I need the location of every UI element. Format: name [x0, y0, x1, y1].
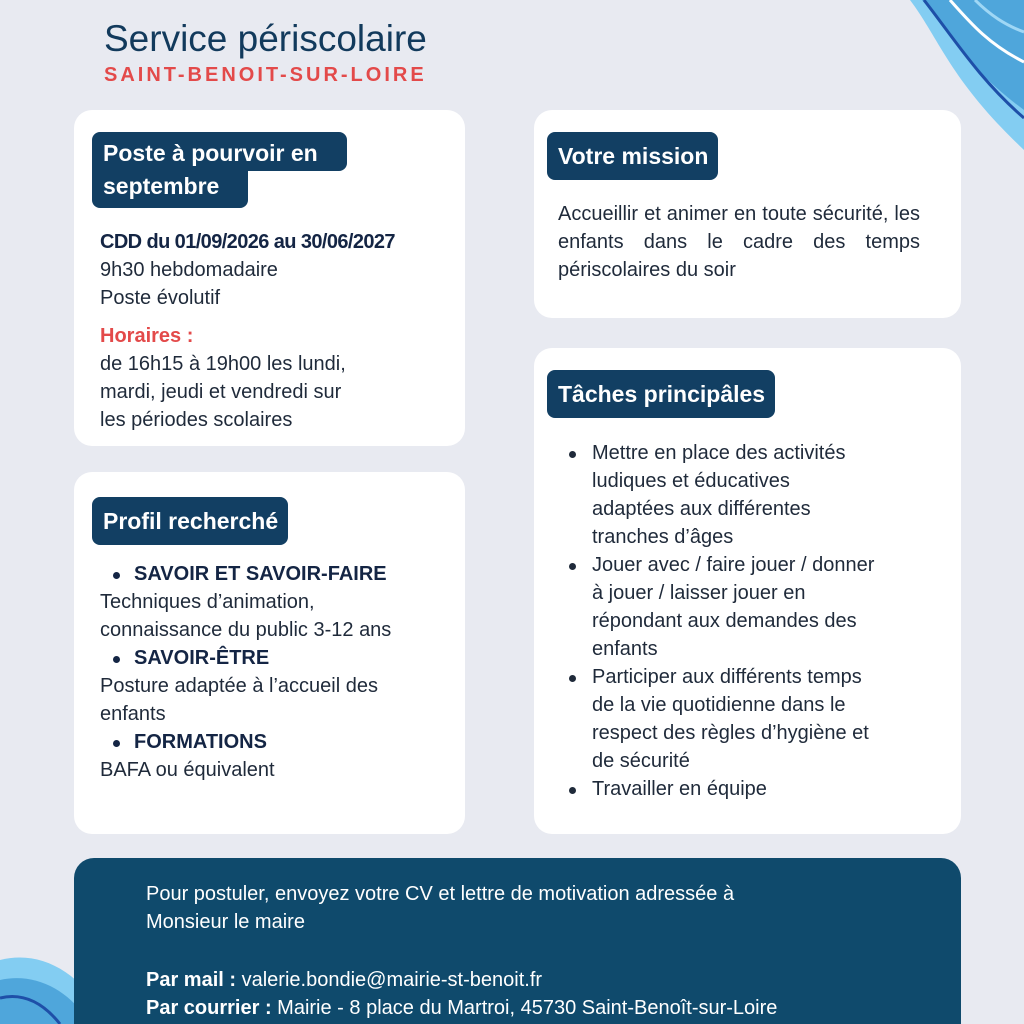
profil-line: enfants: [100, 703, 166, 725]
apply-footer: [74, 858, 961, 1024]
taches-card: [534, 348, 961, 834]
weekly-hours: 9h30 hebdomadaire: [100, 259, 278, 281]
poste-card: [74, 110, 465, 446]
apply-instruction-line2: Monsieur le maire: [146, 911, 305, 933]
schedule-line: de 16h15 à 19h00 les lundi,: [100, 353, 346, 375]
list-item: [566, 551, 956, 663]
task-line: enfants: [592, 638, 658, 660]
schedule-label: Horaires :: [100, 325, 194, 347]
profil-heading-savoir-etre: SAVOIR-ÊTRE: [100, 644, 465, 672]
task-line: respect des règles d’hygiène et: [592, 722, 869, 744]
task-line: de sécurité: [592, 750, 690, 772]
task-line: à jouer / laisser jouer en: [592, 582, 806, 604]
poste-tag-line2: septembre: [92, 171, 248, 208]
contract-dates: CDD du 01/09/2026 au 30/06/2027: [100, 231, 395, 253]
list-item: [566, 439, 956, 551]
task-line: adaptées aux différentes: [592, 498, 811, 520]
list-item: [566, 663, 956, 775]
page-subtitle-town: SAINT-BENOIT-SUR-LOIRE: [104, 64, 427, 86]
profil-card: [74, 472, 465, 834]
apply-by-post: [146, 994, 777, 1022]
mission-card: [534, 110, 961, 318]
task-line: Participer aux différents temps: [592, 666, 862, 688]
post-label: Par courrier :: [146, 997, 272, 1019]
mail-address[interactable]: valerie.bondie@mairie-st-benoit.fr: [241, 969, 543, 991]
mail-label: Par mail :: [146, 969, 237, 991]
postal-address: Mairie - 8 place du Martroi, 45730 Saint-Benoît-sur-Loire: [277, 997, 778, 1019]
task-line: tranches d’âges: [592, 526, 734, 548]
apply-instruction-line1: Pour postuler, envoyez votre CV et lettre de motivation adressée à: [146, 883, 735, 905]
task-line: Mettre en place des activités: [592, 442, 846, 464]
task-line: Travailler en équipe: [592, 778, 767, 800]
poste-tag-line1: Poste à pourvoir en: [92, 132, 347, 171]
profil-heading-formations: FORMATIONS: [100, 728, 465, 756]
profil-tag: Profil recherché: [92, 497, 288, 545]
profil-line: connaissance du public 3-12 ans: [100, 619, 392, 641]
profil-heading-savoir-faire: SAVOIR ET SAVOIR-FAIRE: [100, 560, 465, 588]
profil-line: BAFA ou équivalent: [100, 759, 275, 781]
task-line: ludiques et éducatives: [592, 470, 790, 492]
mission-tag: Votre mission: [547, 132, 718, 180]
taches-list: [566, 439, 956, 803]
apply-by-mail: [146, 966, 542, 994]
task-line: Jouer avec / faire jouer / donner: [592, 554, 875, 576]
task-line: de la vie quotidienne dans le: [592, 694, 846, 716]
profil-line: Techniques d’animation,: [100, 591, 315, 613]
profil-line: Posture adaptée à l’accueil des: [100, 675, 378, 697]
header-top-fragment: [300, 0, 340, 6]
schedule-line: mardi, jeudi et vendredi sur: [100, 381, 342, 403]
list-item: [566, 775, 956, 803]
mission-text: Accueillir et animer en toute sécurité, les enfants dans le cadre des temps périscolaires du soir: [558, 203, 920, 281]
position-evolution: Poste évolutif: [100, 287, 221, 309]
page-title: Service périscolaire: [104, 18, 427, 59]
task-line: répondant aux demandes des: [592, 610, 857, 632]
taches-tag: Tâches principâles: [547, 370, 775, 418]
poste-tag: [92, 132, 347, 208]
schedule-line: les périodes scolaires: [100, 409, 293, 431]
